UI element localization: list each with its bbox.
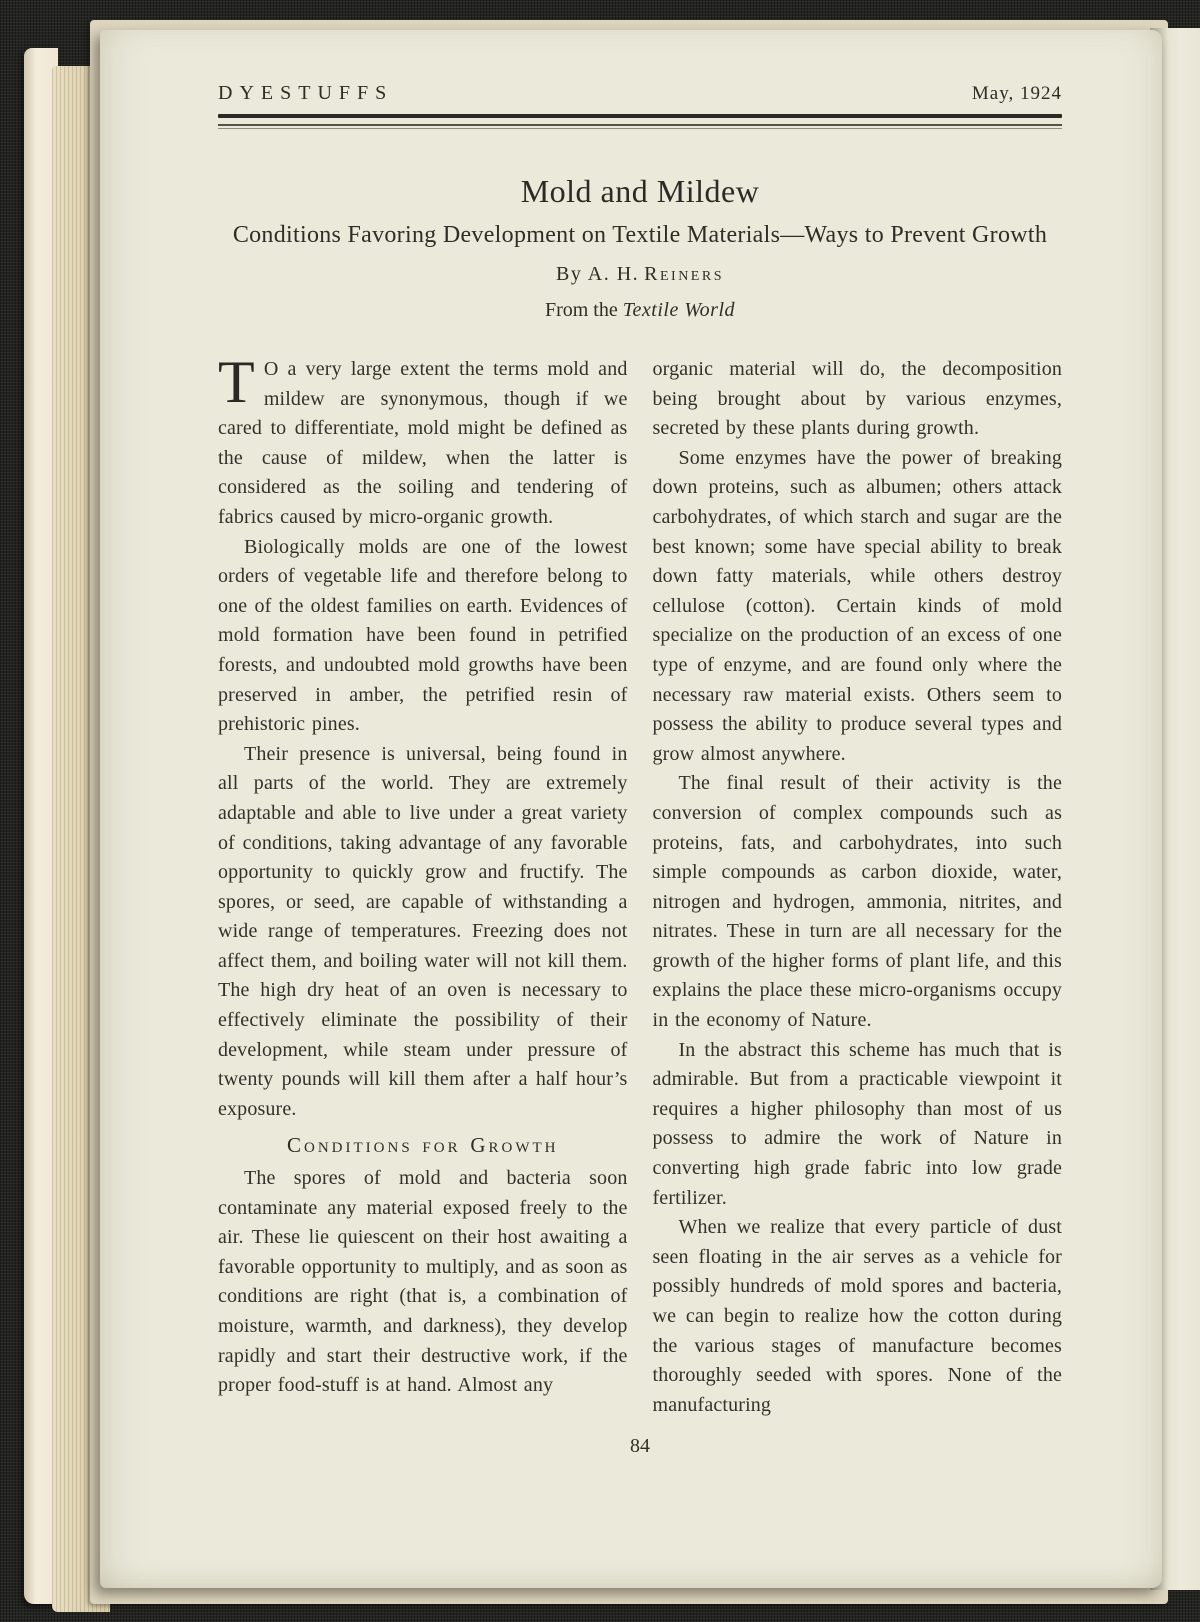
paragraph: Their presence is universal, being found in all parts of the world. They are extremely adaptable and able to live under a great variety of conditions, taking advantage of any favorable opportunity to quickly grow and fructify. The spores, or seed, are capable of withstanding a wide range of temperatures. Freezing does not affect them, and boiling water will not kill them. The high dry heat of an oven is necessary to effectively eliminate the possibility of their development, while steam under pressure of twenty pounds will kill them after a half hour’s exposure. (218, 742, 628, 1120)
left-column (218, 349, 628, 1420)
paragraph: In the abstract this scheme has much that is admirable. But from a practicable viewpoint it requires a higher philosophy than most of us possess to admire the work of Nature in converting high grade fabric into low grade fertilizer. (652, 1038, 1062, 1209)
header-rule-thick (218, 114, 1062, 118)
article-subtitle: Conditions Favoring Development on Textile Materials—Ways to Prevent Growth (232, 222, 1048, 248)
page-content (218, 82, 1062, 1458)
paragraph: The final result of their activity is the conversion of complex compounds such as proteins, fats, and carbohydrates, into such simple compounds as carbon dioxide, water, nitrogen and hydrogen, ammonia, nitrites, and nitrates. These in turn are all necessary for the growth of the higher forms of plant life, and this explains the place these micro-organisms occupy in the economy of Nature. (652, 772, 1062, 1032)
article-body (218, 349, 1062, 1420)
paragraph-text: O a very large extent the terms mold and mildew are synonymous, though if we cared to differentiate, mold might be defined as the cause of mildew, when the latter is considered as the soiling and tendering of fabrics caused by micro-organic growth. (218, 358, 628, 528)
header-rule-hairline (218, 128, 1062, 129)
paragraph: The spores of mold and bacteria soon contaminate any material exposed freely to the air. These lie quiescent on their host awaiting a favorable opportunity to multiply, and as soon as conditions are right (that is, a combination of moisture, warmth, and darkness), they develop rapidly and start their destructive work, if the proper food-stuff is at hand. Almost any (218, 1167, 628, 1397)
paragraph (218, 349, 628, 533)
issue-date: May, 1924 (971, 83, 1062, 104)
header-rule-thin (218, 124, 1062, 126)
journal-name: DYESTUFFS (218, 82, 394, 104)
paragraph: Biologically molds are one of the lowest orders of vegetable life and therefore belong to one of the oldest families on earth. Evidences of mold formation have been found in petrified forests, and undoubted mold growths have been preserved in amber, the petrified resin of prehistoric pines. (218, 535, 628, 736)
byline-prefix: By A. H. (556, 263, 640, 285)
paragraph: When we realize that every particle of dust seen floating in the air serves as a vehicle for possibly hundreds of mold spores and bacteria, we can begin to realize how the cotton during the various stages of manufacture becomes thoroughly seeded with spores. None of the manufacturing (652, 1216, 1062, 1416)
running-header (218, 82, 1062, 105)
source-prefix: From the (544, 299, 618, 321)
byline-author: Reiners (644, 263, 724, 285)
paragraph: Some enzymes have the power of breaking down proteins, such as albumen; others attack carbohydrates, of which starch and sugar are the best known; some have special ability to break down fatty materials, while others destroy cellulose (cotton). Certain kinds of mold specialize on the production of an excess of one type of enzyme, and are found only where the necessary raw material exists. Others seem to possess the ability to produce several types and grow almost anywhere. (652, 446, 1062, 765)
page-number: 84 (630, 1435, 650, 1458)
source-publication: Textile World (622, 299, 736, 321)
drop-cap: T (218, 349, 255, 415)
source-line (218, 299, 1062, 322)
paragraph: organic material will do, the decomposition being brought about by various enzymes, secreted by these plants during growth. (652, 358, 1062, 440)
byline (218, 263, 1062, 286)
article-title: Mold and Mildew (520, 173, 760, 209)
section-heading: Conditions for Growth (287, 1133, 559, 1158)
right-column (653, 355, 1063, 1420)
magazine-page (100, 30, 1162, 1588)
